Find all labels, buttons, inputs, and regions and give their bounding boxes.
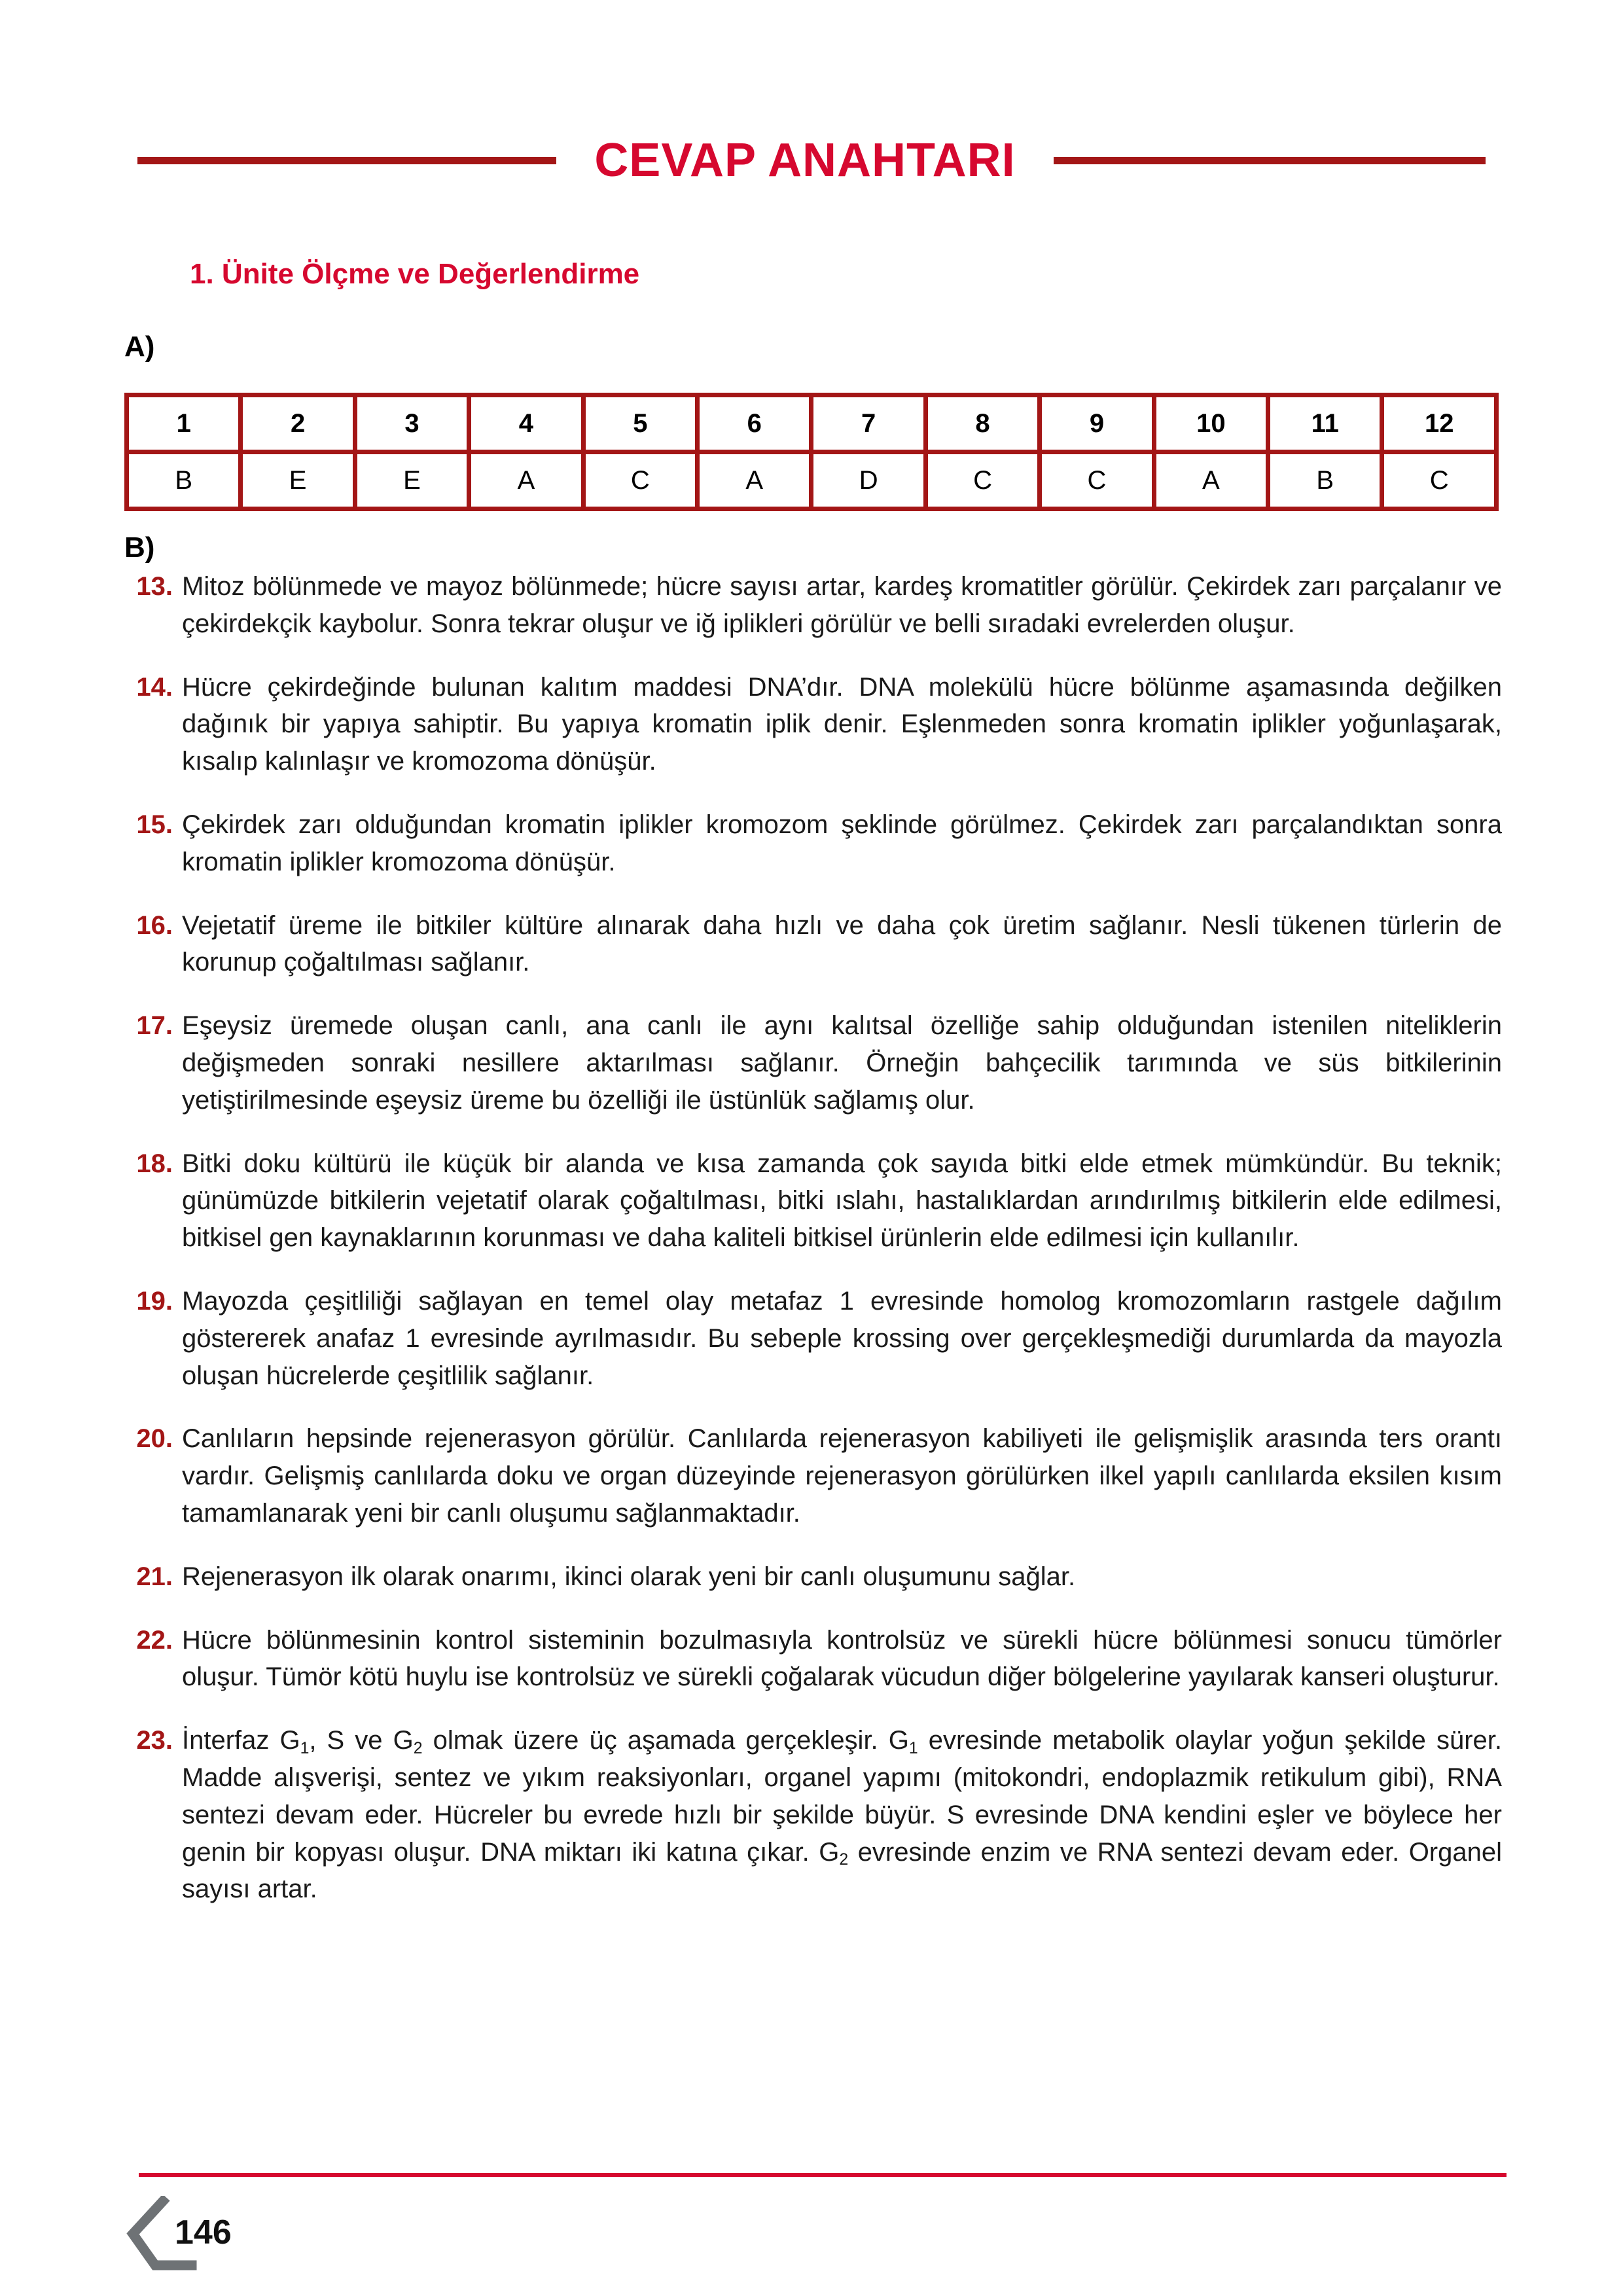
section-label-a: A) — [124, 331, 155, 363]
answer-table-answer-cell: A — [469, 452, 583, 509]
answer-item — [124, 1145, 1502, 1257]
answer-table-answer-cell: C — [1040, 452, 1154, 509]
answer-table-question-number: 6 — [698, 395, 812, 452]
answer-table-answer-cell: B — [127, 452, 241, 509]
answer-table-answer-cell: A — [1154, 452, 1268, 509]
answer-table-answer-cell: C — [1382, 452, 1497, 509]
answer-table — [124, 393, 1499, 511]
answer-item-number: 16. — [136, 910, 173, 940]
answer-table-question-number: 5 — [583, 395, 697, 452]
answer-item-number: 18. — [136, 1149, 173, 1178]
answer-item — [124, 1558, 1502, 1596]
section-label-b: B) — [124, 531, 155, 564]
answer-table-question-number: 2 — [241, 395, 355, 452]
answer-item — [124, 568, 1502, 643]
answer-table-header-row — [127, 395, 1497, 452]
answer-item — [124, 806, 1502, 881]
answer-item-text: Mitoz bölünmede ve mayoz bölünmede; hücre sayısı artar, kardeş kromatitler görülür. Çekirdek zarı parçalanır ve çekirdekçik kaybolur. Sonra tekrar oluşur ve iğ iplikleri görülür ve belli sıradaki evrelerden oluşur. — [182, 572, 1502, 638]
answer-item-text: Çekirdek zarı olduğundan kromatin iplikler kromozom şeklinde görülmez. Çekirdek zarı parçalandıktan sonra kromatin iplikler kromozoma dönüşür. — [182, 810, 1502, 876]
page-footer — [121, 2196, 396, 2274]
answer-item-number: 13. — [136, 572, 173, 601]
answer-table-answer-cell: D — [812, 452, 925, 509]
answer-table-question-number: 7 — [812, 395, 925, 452]
answer-item-text: Rejenerasyon ilk olarak onarımı, ikinci olarak yeni bir canlı oluşumunu sağlar. — [182, 1562, 1076, 1591]
answer-item-number: 22. — [136, 1625, 173, 1655]
footer-rule — [139, 2173, 1507, 2177]
answer-item — [124, 1007, 1502, 1119]
header-rule-right — [1054, 157, 1486, 164]
page-header — [0, 124, 1623, 196]
answer-item-number: 17. — [136, 1011, 173, 1041]
answer-item-text: Bitki doku kültürü ile küçük bir alanda ve kısa zamanda çok sayıda bitki elde etmek mümkündür. Bu teknik; günümüzde bitkilerin vejetatif olarak çoğaltılması, bitki ıslahı, hastalıklardan arındırılmış bitkilerin elde edilmesi, bitkisel gen kaynaklarının korunması ve daha kaliteli bitkisel ürünlerin elde edilmesi için kullanılır. — [182, 1149, 1502, 1253]
answer-table-question-number: 4 — [469, 395, 583, 452]
answer-table-question-number: 12 — [1382, 395, 1497, 452]
answer-table-question-number: 1 — [127, 395, 241, 452]
answer-table-answer-cell: E — [241, 452, 355, 509]
answer-table-answer-row — [127, 452, 1497, 509]
header-rule-left — [137, 157, 556, 164]
answer-table-answer-cell: E — [355, 452, 469, 509]
answer-table-question-number: 3 — [355, 395, 469, 452]
answer-item — [124, 669, 1502, 780]
answer-item — [124, 1283, 1502, 1394]
answer-item-number: 21. — [136, 1562, 173, 1591]
answer-item-list — [124, 568, 1502, 1934]
answer-item-number: 23. — [136, 1726, 173, 1755]
answer-item-number: 20. — [136, 1424, 173, 1454]
unit-subtitle: 1. Ünite Ölçme ve Değerlendirme — [190, 258, 640, 290]
answer-item-number: 15. — [136, 810, 173, 839]
answer-item-text: Hücre bölünmesinin kontrol sisteminin bozulmasıyla kontrolsüz ve sürekli hücre bölünmesi sonucu tümörler oluşur. Tümör kötü huylu ise kontrolsüz ve sürekli çoğalarak vücudun diğer bölgelerine yayılarak kanseri oluşturur. — [182, 1625, 1502, 1692]
answer-item-text: Eşeysiz üremede oluşan canlı, ana canlı ile aynı kalıtsal özelliğe sahip olduğundan istenilen niteliklerin değişmeden sonraki nesillere aktarılması sağlanır. Örneğin bahçecilik tarımında ve süs bitkilerinin yetiştirilmesinde eşeysiz üreme bu özelliği ile üstünlük sağlamış olur. — [182, 1011, 1502, 1115]
answer-table-answer-cell: C — [925, 452, 1039, 509]
page-title: CEVAP ANAHTARI — [594, 134, 1016, 187]
answer-item — [124, 907, 1502, 982]
answer-item-text: Canlıların hepsinde rejenerasyon görülür. Canlılarda rejenerasyon kabiliyeti ile gelişmişlik arasında ters orantı vardır. Gelişmiş canlılarda doku ve organ düzeyinde rejenerasyon görülürken ilkel yapılı canlılarda eksilen kısım tamamlanarak yeni bir canlı oluşumu sağlanmaktadır. — [182, 1424, 1502, 1528]
answer-table-question-number: 9 — [1040, 395, 1154, 452]
answer-table-answer-cell: B — [1268, 452, 1382, 509]
answer-item-number: 14. — [136, 672, 173, 702]
answer-table-question-number: 10 — [1154, 395, 1268, 452]
answer-table-container — [124, 393, 1499, 511]
answer-item-number: 19. — [136, 1286, 173, 1316]
answer-item-text: Hücre çekirdeğinde bulunan kalıtım maddesi DNA’dır. DNA molekülü hücre bölünme aşamasında değilken dağınık bir yapıya sahiptir. Bu yapıya kromatin iplik denir. Eşlenmeden sonra kromatin iplikler yoğunlaşarak, kısalıp kalınlaşır ve kromozoma dönüşür. — [182, 672, 1502, 776]
answer-table-question-number: 8 — [925, 395, 1039, 452]
answer-item — [124, 1722, 1502, 1908]
answer-table-answer-cell: C — [583, 452, 697, 509]
page-number: 146 — [175, 2214, 232, 2251]
answer-table-question-number: 11 — [1268, 395, 1382, 452]
answer-item — [124, 1622, 1502, 1696]
answer-item — [124, 1420, 1502, 1532]
answer-item-text: İnterfaz $G_1$, S ve $G_2$ olmak üzere üç aşamada gerçekleşir. $G_1$ evresinde metabolik olaylar yoğun şekilde sürer. Madde alışverişi, sentez ve yıkım reaksiyonları, organel yapımı (mitokondri, endoplazmik retikulum gibi), RNA sentezi devam eder. Hücreler bu evrede hızlı bir şekilde büyür. S evresinde DNA kendini eşler ve böylece her genin bir kopyası oluşur. DNA miktarı iki katına çıkar. $G_2$ evresinde enzim ve RNA sentezi devam eder. Organel sayısı artar. — [182, 1726, 1503, 1904]
answer-item-text: Vejetatif üreme ile bitkiler kültüre alınarak daha hızlı ve daha çok üretim sağlanır. Nesli tükenen türlerin de korunup çoğaltılması sağlanır. — [182, 910, 1502, 977]
answer-item-text: Mayozda çeşitliliği sağlayan en temel olay metafaz 1 evresinde homolog kromozomların rastgele dağılım göstererek anafaz 1 evresinde ayrılmasıdır. Bu sebeple krossing over gerçekleşmediği durumlarda da mayozla oluşan hücrelerde çeşitlilik sağlanır. — [182, 1286, 1502, 1390]
answer-table-answer-cell: A — [698, 452, 812, 509]
